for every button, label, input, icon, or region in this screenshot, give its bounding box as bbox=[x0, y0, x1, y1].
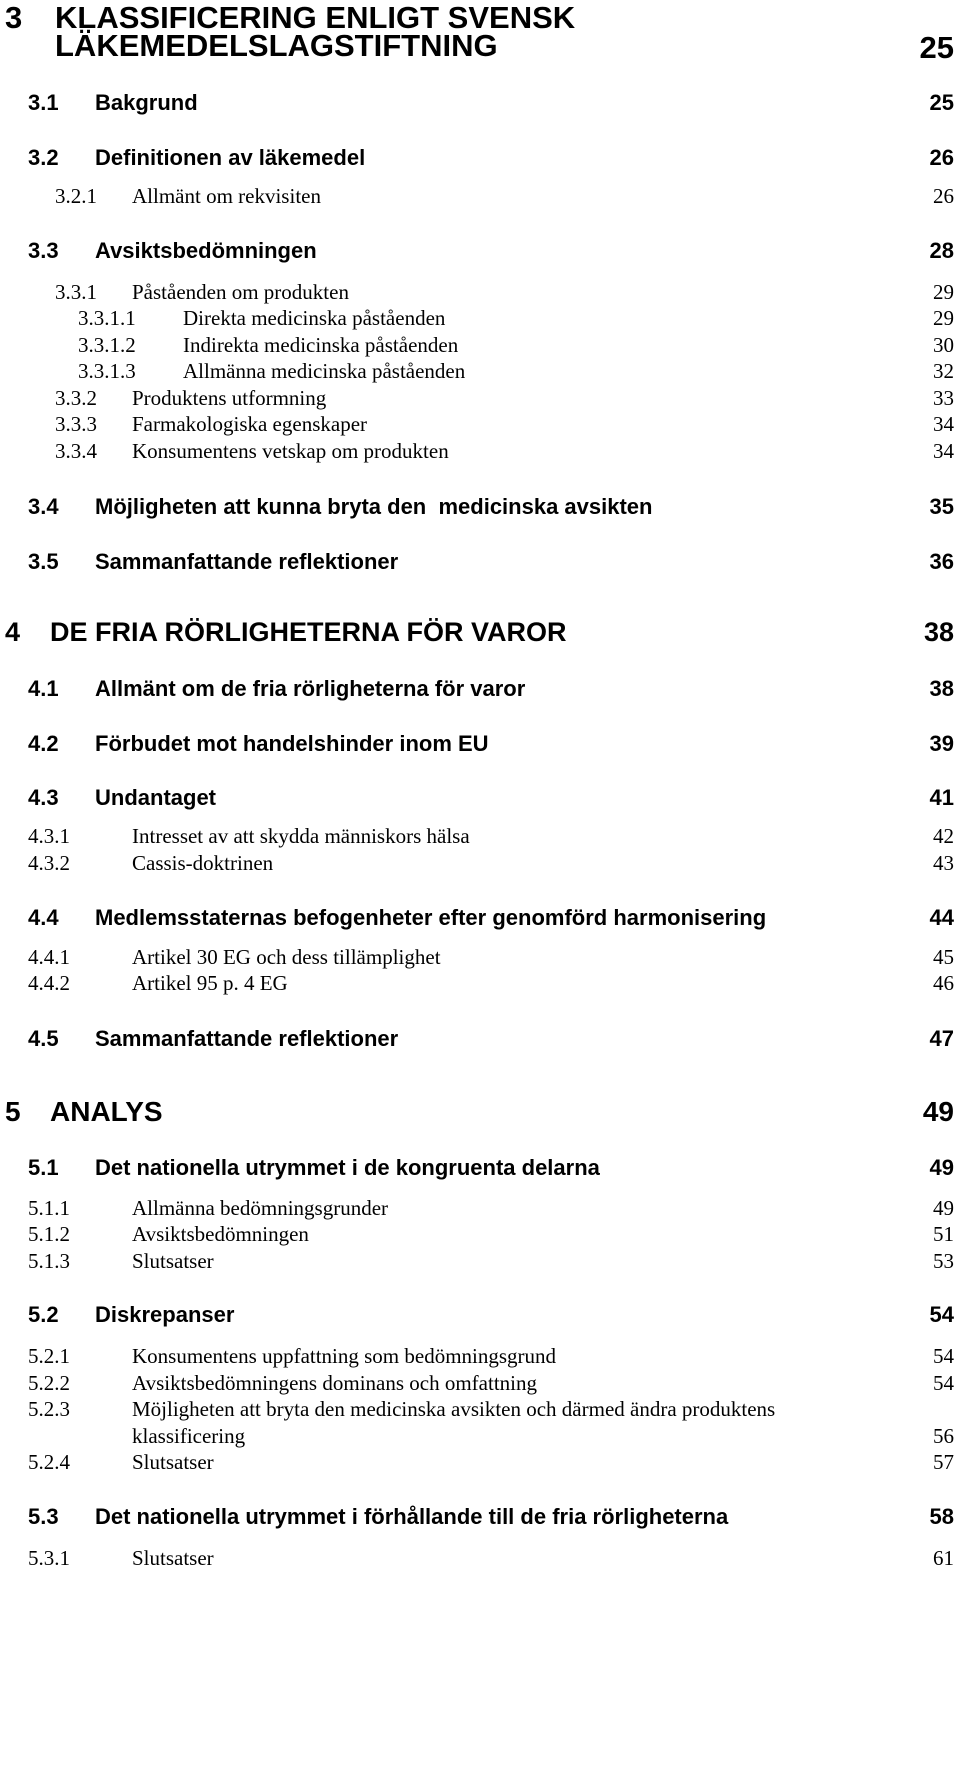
toc-page-number: 43 bbox=[933, 851, 954, 875]
toc-page-number: 49 bbox=[922, 1096, 954, 1127]
toc-page-number: 38 bbox=[923, 617, 954, 647]
toc-number: 4.3 bbox=[28, 785, 59, 810]
toc-number: 4.4.2 bbox=[28, 971, 70, 995]
toc-title: Indirekta medicinska påståenden bbox=[183, 333, 459, 357]
toc-number: 5.3.1 bbox=[28, 1546, 70, 1570]
toc-number: 3.3.1 bbox=[55, 280, 97, 304]
toc-title: Undantaget bbox=[95, 785, 216, 810]
toc-title: Slutsatser bbox=[132, 1450, 214, 1474]
toc-title: Konsumentens uppfattning som bedömningsgrund bbox=[132, 1344, 557, 1368]
toc-title: Slutsatser bbox=[132, 1546, 214, 1570]
toc-title: DE FRIA RÖRLIGHETERNA FÖR VAROR bbox=[50, 617, 567, 647]
toc-title: Slutsatser bbox=[132, 1249, 214, 1273]
toc-number: 3.3.1.2 bbox=[78, 333, 136, 357]
toc-number: 4.5 bbox=[28, 1026, 59, 1051]
toc-title: Förbudet mot handelshinder inom EU bbox=[95, 731, 489, 756]
toc-number: 4.1 bbox=[28, 676, 59, 701]
toc-title: Allmänna medicinska påståenden bbox=[183, 359, 466, 383]
toc-number: 3.2.1 bbox=[55, 184, 97, 208]
toc-page-number: 42 bbox=[933, 824, 954, 848]
toc-title: KLASSIFICERING ENLIGT SVENSK bbox=[55, 0, 576, 35]
toc-title: Sammanfattande reflektioner bbox=[95, 549, 399, 574]
toc-page-number: 41 bbox=[929, 785, 954, 810]
toc-title-continuation: klassificering bbox=[132, 1424, 246, 1448]
toc-page-number: 30 bbox=[933, 333, 954, 357]
toc-page-number: 26 bbox=[929, 145, 954, 170]
toc-number: 4.4.1 bbox=[28, 945, 70, 969]
toc-number: 3.2 bbox=[28, 145, 59, 170]
toc-page-number: 56 bbox=[933, 1424, 954, 1448]
toc-page-number: 26 bbox=[933, 184, 954, 208]
toc-number: 3.4 bbox=[28, 494, 59, 519]
toc-title: Sammanfattande reflektioner bbox=[95, 1026, 399, 1051]
toc-title: Artikel 30 EG och dess tillämplighet bbox=[132, 945, 441, 969]
toc-title: Möjligheten att bryta den medicinska avsikten och därmed ändra produktens bbox=[132, 1397, 776, 1421]
toc-number: 3.1 bbox=[28, 90, 59, 115]
toc-number: 5 bbox=[5, 1096, 21, 1127]
toc-page-number: 58 bbox=[929, 1504, 954, 1529]
toc-title: Allmänt om de fria rörligheterna för varor bbox=[95, 676, 526, 701]
toc-page-number: 47 bbox=[929, 1026, 954, 1051]
toc-number: 5.3 bbox=[28, 1504, 59, 1529]
toc-page-number: 34 bbox=[933, 412, 954, 436]
toc-number: 5.1.3 bbox=[28, 1249, 70, 1273]
toc-number: 4 bbox=[5, 617, 21, 647]
toc-title: Avsiktsbedömningen bbox=[95, 238, 317, 263]
toc-number: 4.3.1 bbox=[28, 824, 70, 848]
toc-title: Det nationella utrymmet i de kongruenta delarna bbox=[95, 1155, 600, 1180]
toc-title: Avsiktsbedömningen bbox=[132, 1222, 309, 1246]
toc-title: Artikel 95 p. 4 EG bbox=[132, 971, 288, 995]
toc-number: 4.4 bbox=[28, 905, 59, 930]
toc-page-number: 49 bbox=[929, 1155, 954, 1180]
toc-title: Påståenden om produkten bbox=[132, 280, 349, 304]
toc-number: 3 bbox=[5, 0, 23, 35]
toc-page-number: 29 bbox=[933, 306, 954, 330]
toc-page-number: 54 bbox=[933, 1344, 954, 1368]
toc-title: Allmänna bedömningsgrunder bbox=[132, 1196, 389, 1220]
toc-page-number: 25 bbox=[919, 30, 954, 65]
toc-number: 3.3.1.1 bbox=[78, 306, 136, 330]
toc-number: 3.3.4 bbox=[55, 439, 97, 463]
toc-page-number: 39 bbox=[929, 731, 954, 756]
toc-page-number: 28 bbox=[929, 238, 954, 263]
toc-page-number: 25 bbox=[929, 90, 954, 115]
toc-page-number: 45 bbox=[933, 945, 954, 969]
toc-title: Diskrepanser bbox=[95, 1302, 235, 1327]
toc-title: Definitionen av läkemedel bbox=[95, 145, 366, 170]
toc-number: 3.3.2 bbox=[55, 386, 97, 410]
toc-page-number: 57 bbox=[933, 1450, 954, 1474]
toc-page-number: 38 bbox=[929, 676, 954, 701]
toc-number: 5.1 bbox=[28, 1155, 59, 1180]
toc-title: Produktens utformning bbox=[132, 386, 327, 410]
toc-title: Avsiktsbedömningens dominans och omfattning bbox=[132, 1371, 537, 1395]
toc-number: 5.2 bbox=[28, 1302, 59, 1327]
toc-number: 3.3.1.3 bbox=[78, 359, 136, 383]
toc-page-number: 61 bbox=[933, 1546, 954, 1570]
toc-title: ANALYS bbox=[50, 1096, 163, 1127]
toc-page-number: 46 bbox=[933, 971, 954, 995]
toc-title: Konsumentens vetskap om produkten bbox=[132, 439, 449, 463]
toc-number: 4.2 bbox=[28, 731, 59, 756]
toc-title: Bakgrund bbox=[95, 90, 198, 115]
toc-page-number: 32 bbox=[933, 359, 954, 383]
toc-page-number: 49 bbox=[933, 1196, 954, 1220]
toc-number: 3.3.3 bbox=[55, 412, 97, 436]
toc-title: Intresset av att skydda människors hälsa bbox=[132, 824, 470, 848]
toc-title: LÄKEMEDELSLAGSTIFTNING bbox=[55, 28, 498, 63]
toc-number: 5.2.1 bbox=[28, 1344, 70, 1368]
toc-title: Det nationella utrymmet i förhållande till de fria rörligheterna bbox=[95, 1504, 729, 1529]
toc-title: Medlemsstaternas befogenheter efter genomförd harmonisering bbox=[95, 905, 767, 930]
toc-page-number: 35 bbox=[929, 494, 954, 519]
toc-title: Cassis-doktrinen bbox=[132, 851, 274, 875]
toc-number: 5.2.2 bbox=[28, 1371, 70, 1395]
toc-page-number: 51 bbox=[933, 1222, 954, 1246]
toc-page-number: 33 bbox=[933, 386, 954, 410]
toc-number: 5.2.4 bbox=[28, 1450, 70, 1474]
toc-number: 5.2.3 bbox=[28, 1397, 70, 1421]
toc-title: Allmänt om rekvisiten bbox=[132, 184, 321, 208]
toc-number: 4.3.2 bbox=[28, 851, 70, 875]
toc-page-number: 29 bbox=[933, 280, 954, 304]
toc-page-number: 54 bbox=[933, 1371, 954, 1395]
toc-title: Farmakologiska egenskaper bbox=[132, 412, 368, 436]
toc-page-number: 34 bbox=[933, 439, 954, 463]
toc-title: Möjligheten att kunna bryta den medicinska avsikten bbox=[95, 494, 653, 519]
toc-title: Direkta medicinska påståenden bbox=[183, 306, 446, 330]
toc-page-number: 44 bbox=[929, 905, 954, 930]
toc-number: 5.1.1 bbox=[28, 1196, 70, 1220]
toc-page-number: 36 bbox=[929, 549, 954, 574]
toc-number: 3.5 bbox=[28, 549, 59, 574]
toc-number: 3.3 bbox=[28, 238, 59, 263]
toc-number: 5.1.2 bbox=[28, 1222, 70, 1246]
toc-page-number: 54 bbox=[929, 1302, 954, 1327]
toc-page-number: 53 bbox=[933, 1249, 954, 1273]
